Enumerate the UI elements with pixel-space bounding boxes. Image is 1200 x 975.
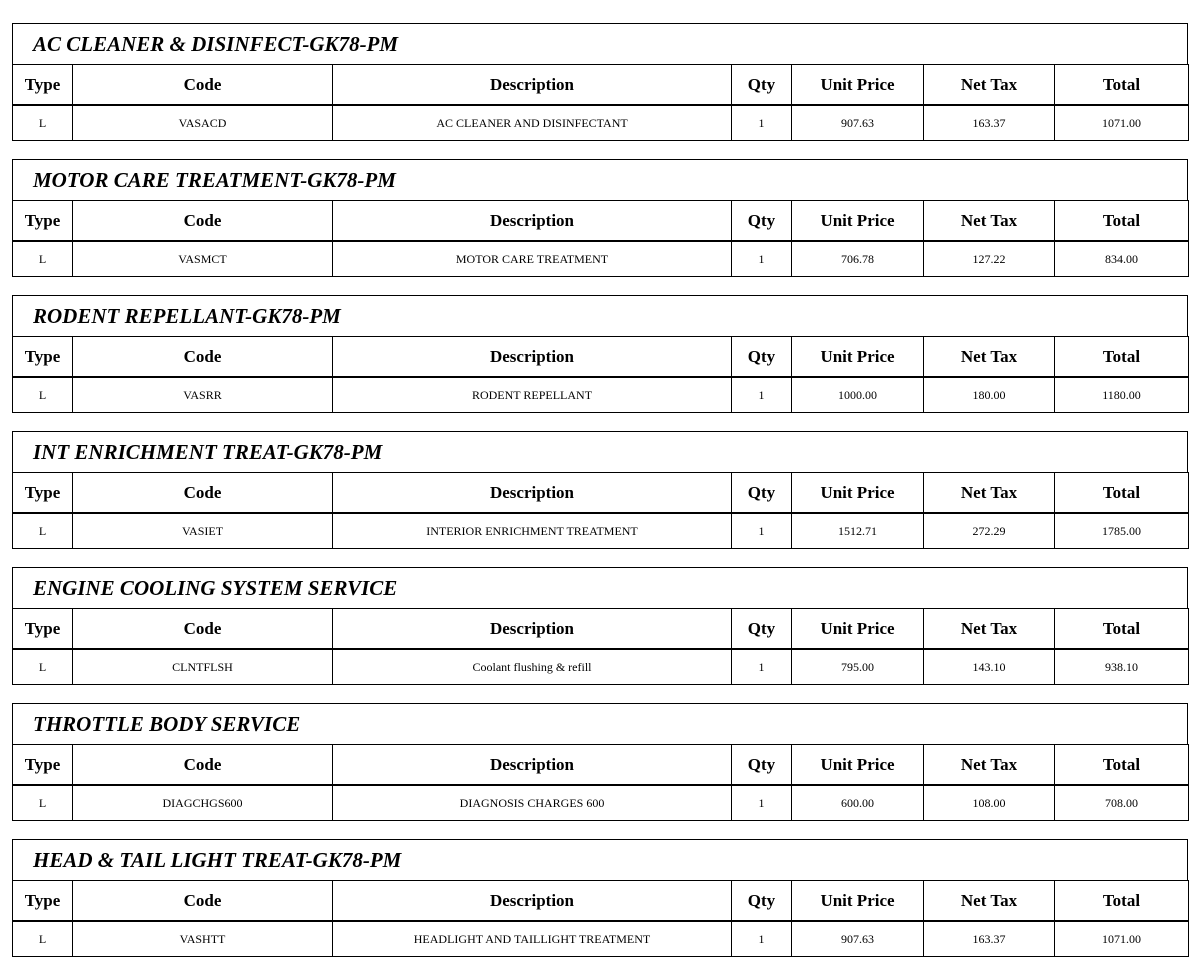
service-section (12, 23, 1188, 140)
header-type: Type (13, 881, 73, 922)
header-net-tax: Net Tax (924, 65, 1055, 106)
cell-qty: 1 (732, 513, 792, 549)
table-header-row (13, 745, 1189, 786)
header-qty: Qty (732, 337, 792, 378)
header-net-tax: Net Tax (924, 201, 1055, 242)
header-net-tax: Net Tax (924, 745, 1055, 786)
header-unit-price: Unit Price (792, 609, 924, 650)
header-unit-price: Unit Price (792, 337, 924, 378)
header-type: Type (13, 609, 73, 650)
header-type: Type (13, 337, 73, 378)
header-type: Type (13, 201, 73, 242)
header-net-tax: Net Tax (924, 473, 1055, 514)
cell-description: DIAGNOSIS CHARGES 600 (333, 785, 732, 821)
cell-unit-price: 1512.71 (792, 513, 924, 549)
service-items-table (12, 880, 1189, 957)
header-total: Total (1055, 65, 1189, 106)
cell-unit-price: 1000.00 (792, 377, 924, 413)
cell-code: VASRR (73, 377, 333, 413)
header-net-tax: Net Tax (924, 609, 1055, 650)
service-sections (12, 23, 1188, 975)
section-title: ENGINE COOLING SYSTEM SERVICE (12, 567, 1188, 608)
cell-type: L (13, 241, 73, 277)
table-header-row (13, 609, 1189, 650)
header-net-tax: Net Tax (924, 337, 1055, 378)
cell-description: MOTOR CARE TREATMENT (333, 241, 732, 277)
service-section (12, 159, 1188, 276)
cell-qty: 1 (732, 105, 792, 141)
cell-qty: 1 (732, 649, 792, 685)
header-description: Description (333, 337, 732, 378)
header-total: Total (1055, 745, 1189, 786)
header-code: Code (73, 337, 333, 378)
header-code: Code (73, 881, 333, 922)
cell-total: 938.10 (1055, 649, 1189, 685)
header-code: Code (73, 745, 333, 786)
table-row (13, 785, 1189, 821)
service-items-table (12, 744, 1189, 821)
cell-qty: 1 (732, 241, 792, 277)
table-header-row (13, 337, 1189, 378)
cell-total: 708.00 (1055, 785, 1189, 821)
header-total: Total (1055, 201, 1189, 242)
service-items-table (12, 336, 1189, 413)
header-code: Code (73, 201, 333, 242)
header-total: Total (1055, 337, 1189, 378)
header-type: Type (13, 745, 73, 786)
header-unit-price: Unit Price (792, 745, 924, 786)
cell-code: DIAGCHGS600 (73, 785, 333, 821)
section-title: RODENT REPELLANT-GK78-PM (12, 295, 1188, 336)
cell-code: VASHTT (73, 921, 333, 957)
header-code: Code (73, 65, 333, 106)
cell-qty: 1 (732, 785, 792, 821)
section-title: HEAD & TAIL LIGHT TREAT-GK78-PM (12, 839, 1188, 880)
header-description: Description (333, 473, 732, 514)
cell-type: L (13, 105, 73, 141)
cell-net-tax: 108.00 (924, 785, 1055, 821)
service-items-table (12, 200, 1189, 277)
cell-description: RODENT REPELLANT (333, 377, 732, 413)
header-code: Code (73, 609, 333, 650)
service-section (12, 431, 1188, 548)
header-unit-price: Unit Price (792, 65, 924, 106)
section-title: MOTOR CARE TREATMENT-GK78-PM (12, 159, 1188, 200)
cell-net-tax: 127.22 (924, 241, 1055, 277)
cell-code: VASACD (73, 105, 333, 141)
cell-total: 1785.00 (1055, 513, 1189, 549)
section-title: THROTTLE BODY SERVICE (12, 703, 1188, 744)
cell-type: L (13, 921, 73, 957)
cell-unit-price: 907.63 (792, 105, 924, 141)
header-unit-price: Unit Price (792, 881, 924, 922)
header-unit-price: Unit Price (792, 473, 924, 514)
cell-description: HEADLIGHT AND TAILLIGHT TREATMENT (333, 921, 732, 957)
cell-total: 1071.00 (1055, 105, 1189, 141)
service-section (12, 567, 1188, 684)
cell-description: Coolant flushing & refill (333, 649, 732, 685)
header-qty: Qty (732, 201, 792, 242)
header-total: Total (1055, 609, 1189, 650)
section-title: INT ENRICHMENT TREAT-GK78-PM (12, 431, 1188, 472)
cell-type: L (13, 377, 73, 413)
table-row (13, 105, 1189, 141)
cell-net-tax: 143.10 (924, 649, 1055, 685)
header-type: Type (13, 473, 73, 514)
cell-code: VASIET (73, 513, 333, 549)
service-items-table (12, 472, 1189, 549)
header-description: Description (333, 201, 732, 242)
header-description: Description (333, 65, 732, 106)
cell-code: VASMCT (73, 241, 333, 277)
table-row (13, 649, 1189, 685)
header-code: Code (73, 473, 333, 514)
header-unit-price: Unit Price (792, 201, 924, 242)
header-description: Description (333, 881, 732, 922)
cell-description: INTERIOR ENRICHMENT TREATMENT (333, 513, 732, 549)
header-qty: Qty (732, 65, 792, 106)
header-type: Type (13, 65, 73, 106)
cell-type: L (13, 785, 73, 821)
table-row (13, 241, 1189, 277)
cell-unit-price: 795.00 (792, 649, 924, 685)
cell-type: L (13, 649, 73, 685)
service-section (12, 295, 1188, 412)
cell-type: L (13, 513, 73, 549)
section-title: AC CLEANER & DISINFECT-GK78-PM (12, 23, 1188, 64)
cell-description: AC CLEANER AND DISINFECTANT (333, 105, 732, 141)
cell-unit-price: 907.63 (792, 921, 924, 957)
service-section (12, 839, 1188, 956)
cell-qty: 1 (732, 921, 792, 957)
table-header-row (13, 201, 1189, 242)
header-description: Description (333, 609, 732, 650)
cell-total: 834.00 (1055, 241, 1189, 277)
cell-code: CLNTFLSH (73, 649, 333, 685)
cell-qty: 1 (732, 377, 792, 413)
cell-net-tax: 163.37 (924, 921, 1055, 957)
table-header-row (13, 473, 1189, 514)
cell-unit-price: 600.00 (792, 785, 924, 821)
cell-total: 1071.00 (1055, 921, 1189, 957)
cell-net-tax: 272.29 (924, 513, 1055, 549)
table-header-row (13, 65, 1189, 106)
table-header-row (13, 881, 1189, 922)
header-description: Description (333, 745, 732, 786)
table-row (13, 921, 1189, 957)
cell-unit-price: 706.78 (792, 241, 924, 277)
service-items-table (12, 608, 1189, 685)
header-qty: Qty (732, 473, 792, 514)
service-items-table (12, 64, 1189, 141)
table-row (13, 377, 1189, 413)
cell-net-tax: 180.00 (924, 377, 1055, 413)
service-section (12, 703, 1188, 820)
cell-net-tax: 163.37 (924, 105, 1055, 141)
header-qty: Qty (732, 609, 792, 650)
table-row (13, 513, 1189, 549)
header-qty: Qty (732, 881, 792, 922)
header-net-tax: Net Tax (924, 881, 1055, 922)
header-total: Total (1055, 473, 1189, 514)
header-qty: Qty (732, 745, 792, 786)
cell-total: 1180.00 (1055, 377, 1189, 413)
header-total: Total (1055, 881, 1189, 922)
